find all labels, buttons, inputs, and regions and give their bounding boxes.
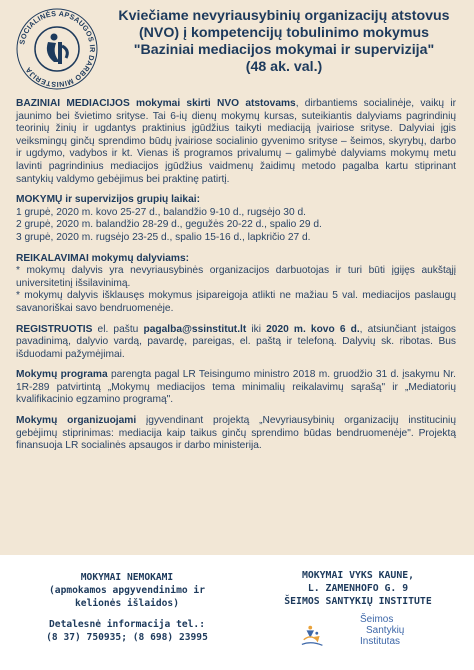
title-line-3: "Baziniai mediacijos mokymai ir supervizija": [133, 42, 435, 58]
schedule-group-3: 3 grupė, 2020 m. rugsėjo 23-25 d., spalio 15-16 d., lapkričio 27 d.: [16, 231, 311, 243]
requirements-item-2: * mokymų dalyvis išklausęs mokymus įsipareigoja atlikti ne mažiau 5 val. mediacijos paslaugų savanoriškai savo bendruomenėje.: [16, 290, 456, 314]
registration-email[interactable]: pagalba@ssinstitut.lt: [143, 323, 247, 335]
institute-logo: [300, 610, 356, 662]
title-line-4: (48 ak. val.): [245, 59, 323, 75]
footer: [0, 555, 474, 670]
venue-line-3: ŠEIMOS SANTYKIŲ INSTITUTE: [284, 596, 432, 607]
institute-line-2: Santykių: [366, 625, 405, 636]
logo-ring-text: SOCIALINĖS APSAUGOS IR DARBO MINISTERIJA: [17, 8, 98, 90]
info-label: Detalesnė informacija tel.:: [49, 619, 205, 630]
institute-line-3: Institutas: [360, 636, 401, 647]
footer-info: [22, 571, 232, 644]
intro-paragraph: [16, 98, 456, 186]
registration-paragraph: REGISTRUOTIS el. paštu pagalba@ssinstitut.lt iki 2020 m. kovo 6 d., atsiunčiant įstaigos pavadinimą, dalyvio vardą, pavardę, pareigas, el. paštą ir telefoną. Dalyvių sk. ribotas. Bus išduodami pažymėjimai.: [16, 323, 456, 360]
ministry-logo: [14, 6, 100, 92]
organizers-paragraph: Mokymų organizuojami įgyvendinant projektą „Nevyriausybinių organizacijų institucinių gebėjimų stiprinimas: mediacija kaip taikus ginčų sprendimo būdas bendruomenėje". Projektą finansuoja LR socialinės apsaugos ir darbo ministerija.: [16, 415, 456, 452]
venue-line-2: L. ZAMENHOFO G. 9: [307, 583, 409, 594]
free-note-2: kelionės išlaidos): [75, 598, 179, 609]
page-title: [100, 8, 468, 76]
venue-info: [258, 569, 458, 608]
institute-name: [360, 614, 404, 647]
phone-numbers[interactable]: (8 37) 750935; (8 698) 23995: [46, 632, 208, 643]
intro-bold: BAZINIAI MEDIACIJOS mokymai skirti NVO atstovams: [16, 98, 296, 109]
schedule-group-1: 1 grupė, 2020 m. kovo 25-27 d., balandžio 9-10 d., rugsėjo 30 d.: [16, 206, 306, 218]
requirements-item-1: * mokymų dalyvis yra nevyriausybinės organizacijos darbuotojas ir turi būti įgijęs aukštąjį universitetinį išsilavinimą.: [16, 265, 456, 289]
program-paragraph: Mokymų programa parengta pagal LR Teisingumo ministro 2018 m. gruodžio 31 d. įsakymu Nr. 1R-289 patvirtintą „Mokymų mediacijos tema minimalių reikalavimų sąrašą" ir „Mediatorių kvalifikacinio egzamino programą".: [16, 369, 457, 406]
free-note-1: (apmokamos apgyvendinimo ir: [49, 585, 205, 596]
main-content: [16, 98, 456, 461]
title-line-1: Kviečiame nevyriausybinių organizacijų atstovus: [118, 8, 450, 24]
venue-line-1: MOKYMAI VYKS KAUNE,: [301, 570, 415, 581]
free-label: MOKYMAI NEMOKAMI: [80, 572, 174, 583]
title-line-2: (NVO) į kompetencijų tobulinimo mokymus: [138, 25, 430, 41]
institute-line-1: Šeimos: [360, 614, 394, 625]
schedule-group-2: 2 grupė, 2020 m. balandžio 28-29 d., gegužės 20-22 d., spalio 29 d.: [16, 219, 322, 231]
schedule-heading: MOKYMŲ ir supervizijos grupių laikai:: [16, 194, 200, 206]
requirements-heading: REIKALAVIMAI mokymų dalyviams:: [16, 252, 190, 264]
intro-text: , dirbantiems socialinėje, vaikų ir jaunimo bei švietimo srityse. Tai 6-ių dienų mokymų kursas, suteikiantis dalyviams pagrindinių teorinių žinių ir ugdantys praktinius įgūdžius taikyti mediaciją įvairiose srityse. Dalyviai įgis veiksmingų ginčų sprendimo būdų įvairiose socialinio gyvenimo srityse – šeimos, skyrybų, darbo ir ugdymo, vadybos ir kt. Vienas iš programos privalumų – galimybė dalyviams mokymų metu lavinti pagrindinius mediacijos įgūdžius vaidmenų žaidimų metodo pagalba kartu stiprinant santykių valdymo gebėjimus bei praktinę patirtį.: [16, 98, 456, 185]
